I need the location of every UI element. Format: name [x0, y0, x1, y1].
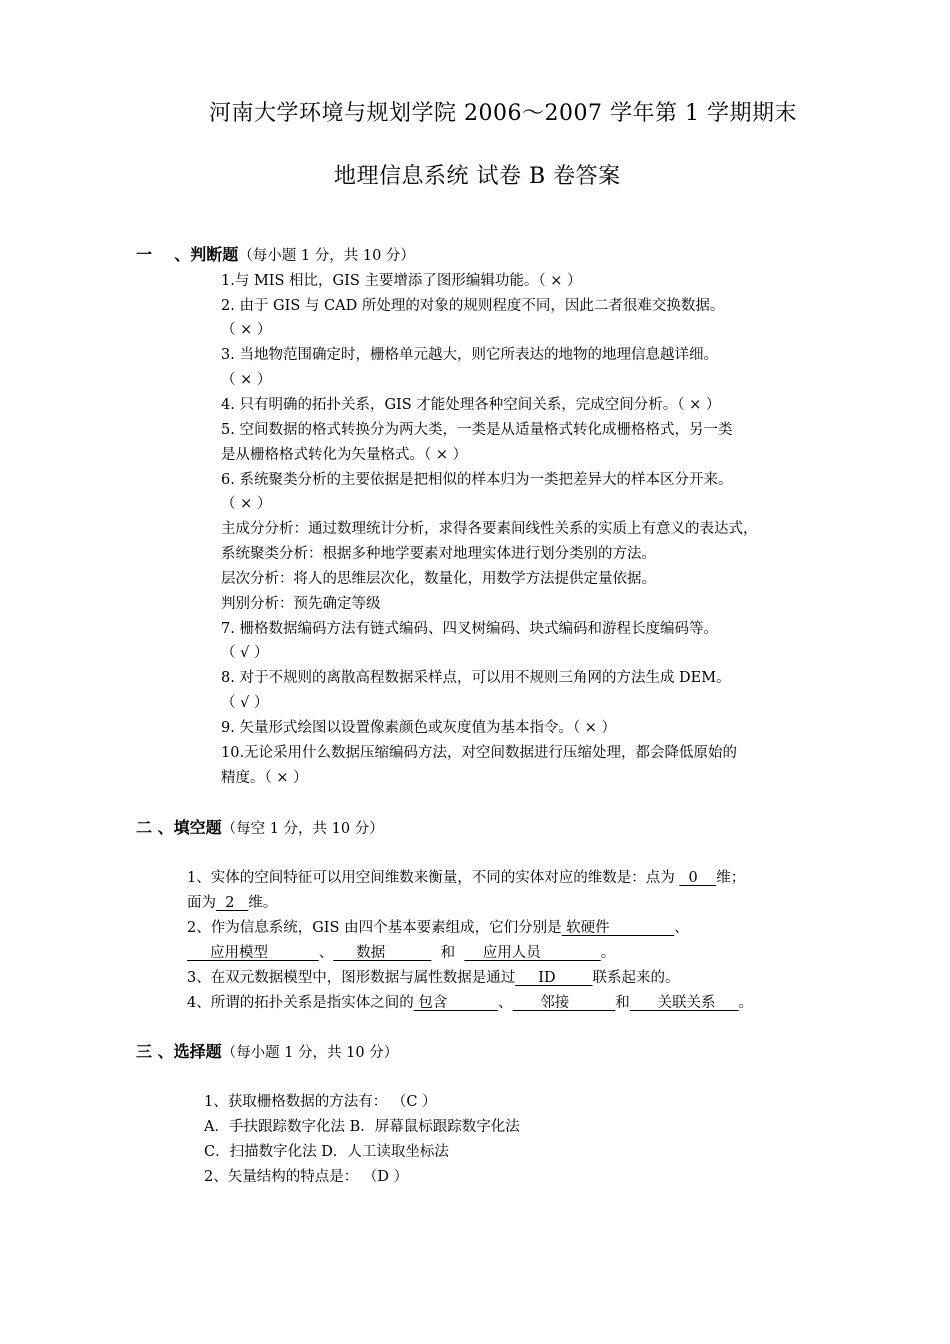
s2-q1-blank1: 0 [679, 870, 717, 886]
s1-line-11: 主成分分析：通过数理统计分析，求得各要素间线性关系的实质上有意义的表达式， [221, 521, 758, 537]
s2-q4-blank2: 邻接 [512, 995, 616, 1011]
s3-line-3: C．扫描数字化法 D．人工读取坐标法 [204, 1144, 449, 1160]
s1-line-21: 精度。（ × ） [221, 770, 308, 786]
s1-line-18: （ √ ） [221, 695, 269, 711]
section3-number: 三 [136, 1042, 153, 1061]
s2-q2-blank4: 应用人员 [464, 945, 601, 961]
s1-line-8: 是从栅格格式转化为矢量格式。（ × ） [221, 447, 468, 463]
section1-number: 一 [136, 245, 153, 264]
exam-title-line2: 地理信息系统 试卷 B 卷答案 [334, 164, 621, 189]
s1-line-14: 判别分析：预先确定等级 [221, 596, 381, 612]
s2-q4-line: 4、所谓的拓扑关系是指实体之间的 包含 、 邻接 和 关联关系 。 [187, 995, 753, 1011]
s1-line-15: 7. 栅格数据编码方法有链式编码、四叉树编码、块式编码和游程长度编码等。 [221, 621, 718, 637]
s2-q1-line2: 面为 2 维。 [187, 895, 278, 911]
s1-line-2: 2. 由于 GIS 与 CAD 所处理的对象的规则程度不同，因此二者很难交换数据。 [221, 298, 725, 314]
s1-line-10: （ × ） [221, 496, 272, 512]
section2-heading [136, 815, 384, 838]
s1-line-9: 6. 系统聚类分析的主要依据是把相似的样本归为一类把差异大的样本区分开来。 [221, 472, 733, 488]
exam-title-line1: 河南大学环境与规划学院 2006～2007 学年第 1 学期期末 [209, 101, 797, 126]
s1-line-20: 10.无论采用什么数据压缩编码方法，对空间数据进行压缩处理，都会降低原始的 [221, 745, 738, 761]
section3-title: 、选择题 [157, 1042, 222, 1061]
s2-q2-line1: 2、作为信息系统，GIS 由四个基本要素组成，它们分别是 软硬件 、 [187, 920, 689, 936]
s1-line-4: 3. 当地物范围确定时，栅格单元越大，则它所表达的地物的地理信息越详细。 [221, 347, 718, 363]
s2-q3-line: 3、在双元数据模型中，图形数据与属性数据是通过 ID 联系起来的。 [187, 970, 680, 986]
s1-line-3: （ × ） [221, 322, 272, 338]
s1-line-1: 1.与 MIS 相比，GIS 主要增添了图形编辑功能。（ × ） [221, 273, 582, 289]
section1-note: （每小题 1 分，共 10 分） [238, 248, 415, 264]
s2-q1-line1: 1、实体的空间特征可以用空间维数来衡量，不同的实体对应的维数是：点为 0 维； [187, 870, 746, 886]
section3-note: （每小题 1 分，共 10 分） [221, 1045, 399, 1061]
s1-line-6: 4. 只有明确的拓扑关系，GIS 才能处理各种空间关系，完成空间分析。（ × ） [221, 397, 721, 413]
s3-line-2: A．手扶跟踪数字化法 B．屏幕鼠标跟踪数字化法 [204, 1119, 520, 1135]
s1-line-13: 层次分析：将人的思维层次化，数量化，用数学方法提供定量依据。 [221, 571, 656, 587]
s2-q4-blank1: 包含 [413, 995, 499, 1011]
section2-title: 、填空题 [157, 818, 222, 837]
s1-line-12: 系统聚类分析：根据多种地学要素对地理实体进行划分类别的方法。 [221, 546, 656, 562]
section2-note: （每空 1 分，共 10 分） [221, 821, 384, 837]
section1-title: 、判断题 [174, 245, 239, 264]
s3-line-4: 2、矢量结构的特点是： （D ） [204, 1169, 409, 1185]
s2-q3-blank: ID [515, 970, 593, 986]
section2-number: 二 [136, 818, 153, 837]
s2-q2-blank3: 数据 [333, 945, 432, 961]
s1-line-16: （ √ ） [221, 645, 269, 661]
section1-heading [136, 242, 415, 265]
section3-heading [136, 1039, 398, 1062]
s2-q2-blank1: 软硬件 [561, 920, 675, 936]
s2-q4-blank3: 关联关系 [629, 995, 739, 1011]
s1-line-7: 5. 空间数据的格式转换分为两大类，一类是从适量格式转化成栅格格式，另一类 [221, 422, 733, 438]
s2-q1-blank2: 2 [216, 895, 249, 911]
s2-q2-line2: 应用模型 、 数据 和 应用人员 。 [187, 945, 616, 961]
s2-q2-blank2: 应用模型 [187, 945, 319, 961]
s1-line-5: （ × ） [221, 372, 272, 388]
s1-line-17: 8. 对于不规则的离散高程数据采样点，可以用不规则三角网的方法生成 DEM。 [221, 670, 731, 686]
s3-line-1: 1、获取栅格数据的方法有： （C ） [204, 1094, 437, 1110]
s1-line-19: 9. 矢量形式绘图以设置像素颜色或灰度值为基本指令。（ × ） [221, 720, 617, 736]
